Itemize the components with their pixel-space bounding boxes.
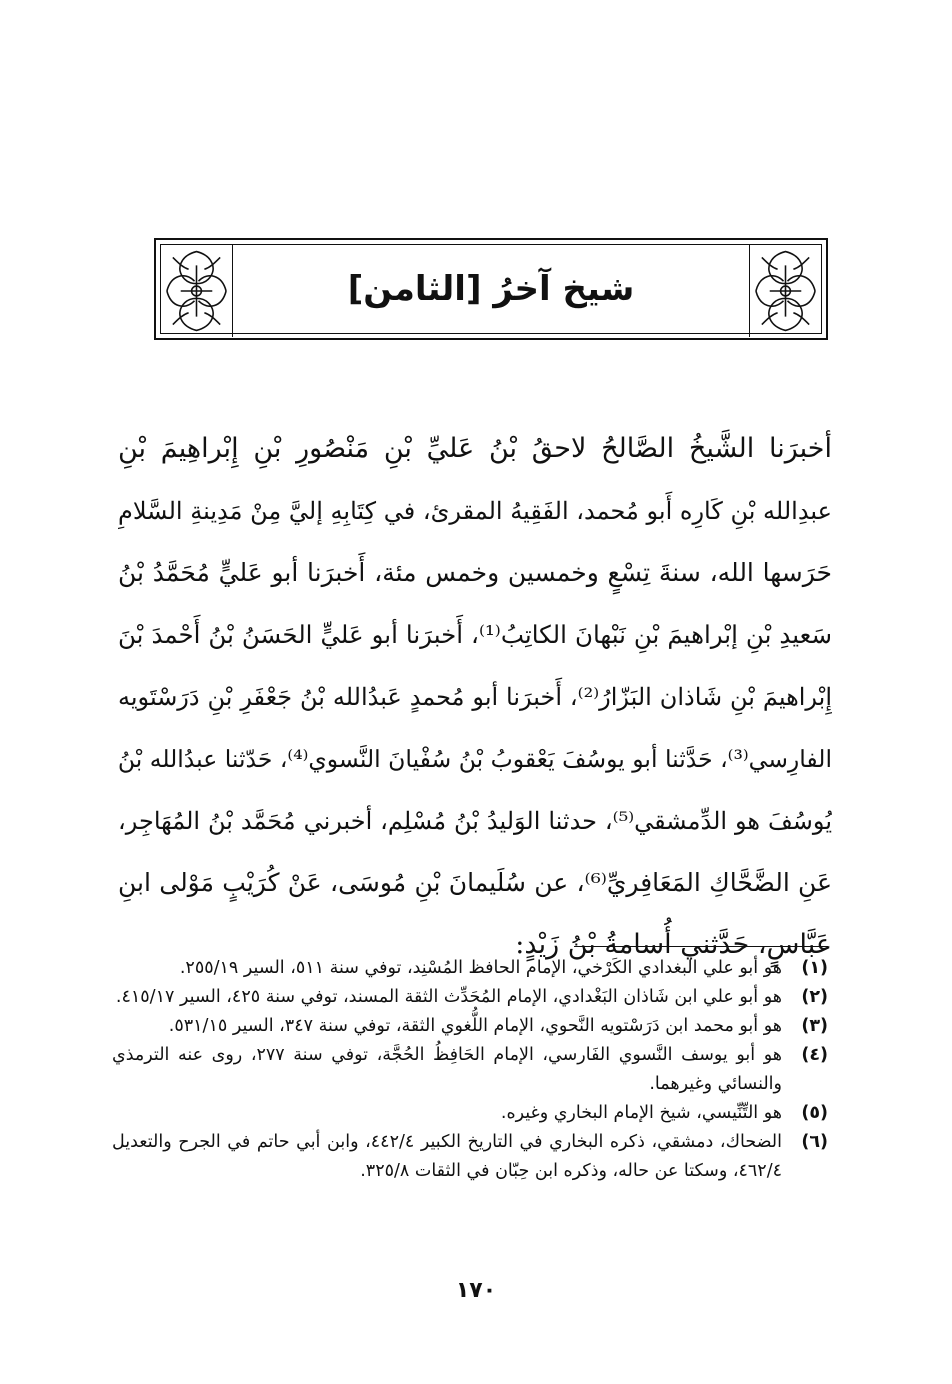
main-text — [118, 418, 832, 976]
ornament-left — [161, 245, 233, 337]
footnote-number: (٥) — [801, 1103, 828, 1123]
text-line: الفارِسي⁽³⁾، حَدَّثنا أبو يوسُفَ يَعْقوبُ بْنُ سُفْيانَ النَّسوي⁽⁴⁾، حَدّثنا عبدُالله بْنُ — [118, 745, 832, 773]
footnote-text: الضحاك، دمشقي، ذكره البخاري في التاريخ الكبير ٤٤٢/٤، وابن أبي حاتم في الجرح والتعديل ٤٦٢/٤، وسكتا عن حاله، وذكره ابن حِبّان في الثقات ٣٢٥/٨. — [112, 1132, 782, 1181]
footnote-divider — [574, 946, 828, 947]
footnote — [112, 1128, 828, 1186]
text-line: سَعيدِ بْنِ إبْراهيمَ بْنِ نَبْهانَ الكاتِبُ⁽¹⁾، أَخبرَنا أبو عَليٍّ الحَسَنُ بْنُ أَحْمدَ بْنَ — [118, 620, 832, 649]
footnotes — [112, 954, 828, 1186]
footnote-text: هو أبو علي البغدادي الكَرْخي، الإمام الحافظ المُسْنِد، توفي سنة ٥١١، السير ٢٥٥/١٩. — [179, 958, 782, 978]
ornament-right — [749, 245, 821, 337]
footnote — [112, 1099, 828, 1128]
footnote-text: هو أبو علي ابن شَاذان البَغْدادي، الإمام المُحَدِّث الثقة المسند، توفي سنة ٤٢٥، السير ٤١٥/١٧. — [115, 987, 782, 1007]
page-number: ١٧٠ — [455, 1278, 497, 1303]
footnote-text: هو التِّنِّيسي، شيخ الإمام البخاري وغيره. — [500, 1103, 782, 1123]
footnote-number: (٣) — [801, 1016, 828, 1036]
chapter-header-frame — [154, 238, 828, 340]
footnote — [112, 983, 828, 1012]
footnote-number: (٤) — [801, 1045, 828, 1065]
footnote — [112, 1012, 828, 1041]
footnote — [112, 954, 828, 983]
text-line: عبدِالله بْنِ كَارِه أَبو مُحمد، الفَقِيهُ المقرئ، في كِتَابِهِ إليَّ مِنْ مَدِينةِ السَّلامِ — [118, 497, 832, 525]
footnote-number: (١) — [801, 958, 828, 978]
footnote — [112, 1041, 828, 1099]
floral-ornament-icon — [750, 245, 821, 337]
chapter-title: شيخ آخرُ [الثامن] — [347, 269, 635, 309]
footnote-number: (٦) — [801, 1132, 828, 1152]
text-line: يُوسُفَ هو الدِّمشقي⁽⁵⁾، حدثنا الوَليدُ بْنُ مُسْلِم، أخبرني مُحَمَّد بْنُ المُهَاجِر، — [118, 807, 832, 835]
text-line: عَبَّاسٍ، حَدَّثني أُسامةُ بْنُ زَيْدٍ: — [515, 929, 832, 960]
text-line: عَنِ الضَّحَّاكِ المَعَافِريِّ⁽⁶⁾، عن سُلَيمانَ بْنِ مُوسَى، عَنْ كُرَيْبٍ مَوْلى ابنِ — [118, 868, 832, 897]
floral-ornament-icon — [161, 245, 232, 337]
footnote-text: هو أبو يوسف النَّسوي الفَارسي، الإمام الحَافِظُ الحُجَّة، توفي سنة ٢٧٧، روى عنه الترمذي والنسائي وغيرهما. — [112, 1045, 782, 1094]
text-line: أخبرَنا الشَّيخُ الصَّالحُ لاحقُ بْنُ عَليِّ بْنِ مَنْصُورِ بْنِ إِبْراهِيمَ بْنِ — [118, 433, 832, 464]
text-line: إِبْراهيمَ بْنِ شَاذان البَزّارُ⁽²⁾، أَخبرَنا أبو مُحمدٍ عَبدُالله بْنُ جَعْفَرِ بْنِ دَرَسْتَويه — [118, 683, 832, 711]
footnote-number: (٢) — [801, 987, 828, 1007]
text-line: حَرَسها الله، سنةَ تِسْعٍ وخمسين وخمس مئة، أَخبرَنا أبو عَليٍّ مُحَمَّدُ بْنُ — [118, 558, 832, 587]
footnote-text: هو أبو محمد ابن دَرَسْتويه النَّحوي، الإمام اللُّغوي الثقة، توفي سنة ٣٤٧، السير ٥٣١/١٥. — [168, 1016, 782, 1036]
